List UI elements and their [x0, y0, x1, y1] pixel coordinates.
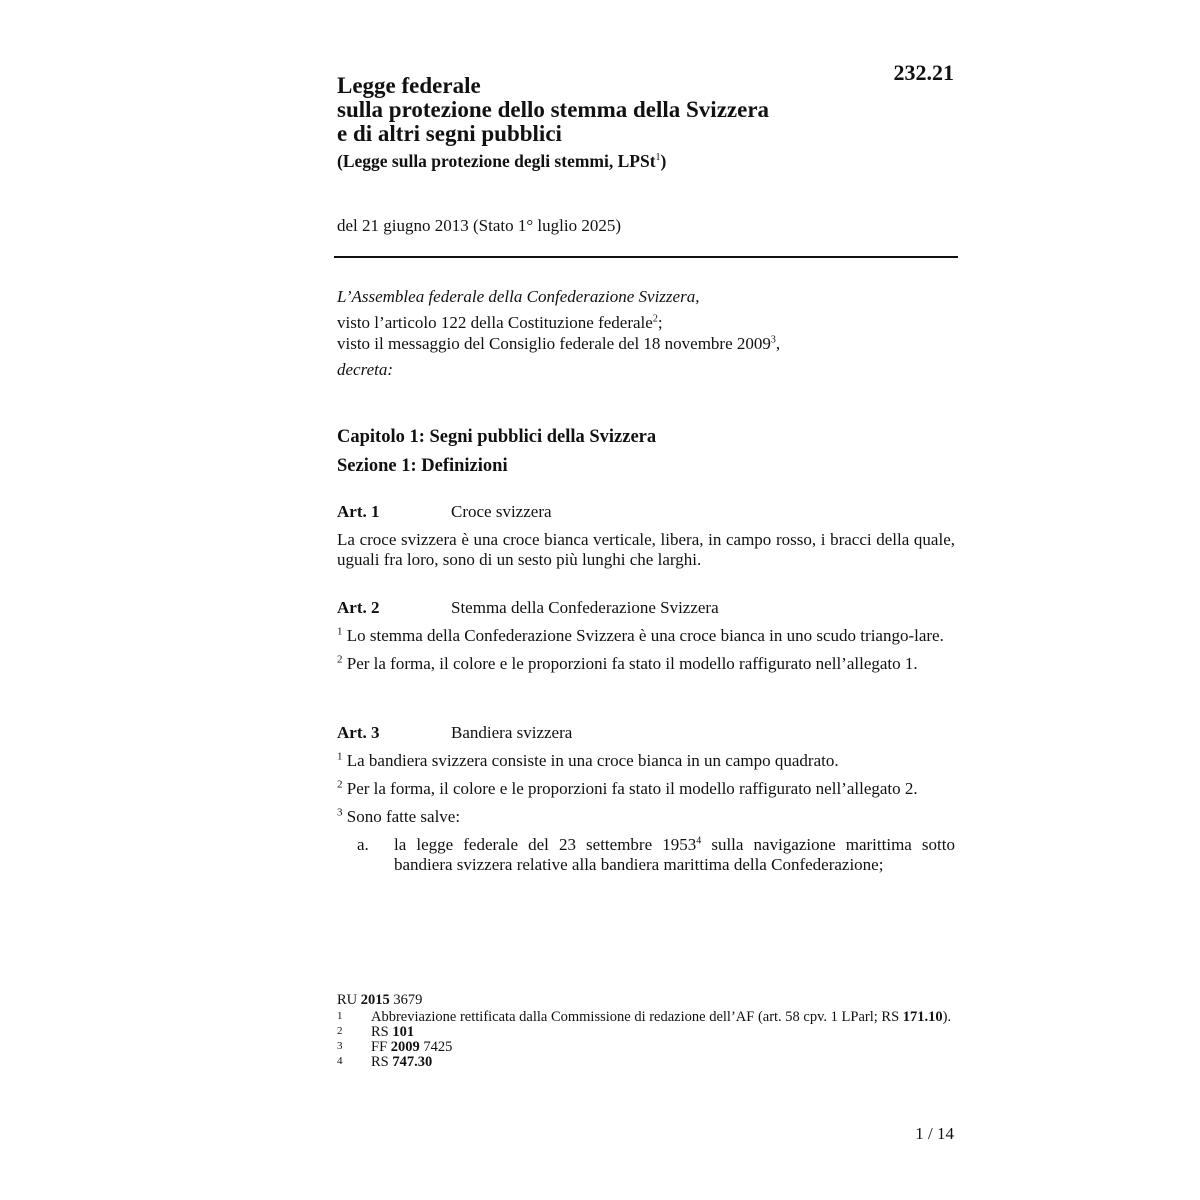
paragraph-text: Per la forma, il colore e le proporzioni fa stato il modello raffigurato nell’allegato 1. [346, 654, 918, 673]
preamble-visto-2-end: , [775, 334, 781, 353]
footnote-ref-number[interactable]: 101 [392, 1024, 415, 1040]
preamble-decreta: decreta: [337, 360, 394, 379]
page-number: 1 / 14 [915, 1124, 954, 1143]
footnote-2 [337, 1025, 957, 1040]
footnote-ref-4[interactable]: 4 [696, 835, 702, 847]
list-item-text-end: sulla navigazione marittima sotto bandiera svizzera relative alla bandiera marittima della Confederazione; [394, 835, 955, 874]
article-1-number: Art. 1 [337, 502, 380, 521]
paragraph-number: 3 [337, 806, 343, 819]
title-block [337, 74, 897, 172]
preamble [337, 286, 957, 380]
article-1-heading [337, 502, 955, 522]
footnote-ref-number[interactable]: 2009 [390, 1039, 420, 1055]
footnote-text [371, 1025, 957, 1040]
footnote-ref-number[interactable]: 747.30 [392, 1054, 433, 1070]
article-1-title: Croce svizzera [451, 502, 552, 521]
article-2-heading [337, 598, 955, 618]
footnote-text-end: ). [942, 1009, 952, 1025]
horizontal-rule [334, 256, 958, 258]
title-line-3: e di altri segni pubblici [337, 121, 562, 146]
footnote-text [371, 1055, 957, 1070]
short-title-text: (Legge sulla protezione degli stemmi, LPSt [337, 151, 656, 171]
footnote-number: 4 [337, 1055, 343, 1067]
footnote-4 [337, 1055, 957, 1070]
article-1-text: La croce svizzera è una croce bianca verticale, libera, in campo rosso, i bracci della quale, uguali fra loro, sono di un sesto più lunghi che larghi. [337, 530, 955, 569]
footnote-ref-3[interactable]: 3 [770, 334, 776, 346]
preamble-visto-1-text: visto l’articolo 122 della Costituzione federale [337, 313, 653, 332]
ru-year: 2015 [360, 992, 390, 1008]
footnote-text-start: Abbreviazione rettificata dalla Commissione di redazione dell’AF (art. 58 cpv. 1 LParl; RS [371, 1009, 903, 1025]
footnote-text [371, 1010, 957, 1025]
preamble-visto-2-text: visto il messaggio del Consiglio federale del 18 novembre 2009 [337, 334, 771, 353]
ru-page: 3679 [389, 992, 423, 1008]
date-line: del 21 giugno 2013 (Stato 1° luglio 2025) [337, 216, 621, 235]
footnote-ref-1[interactable]: 1 [655, 152, 661, 164]
list-item-label: a. [357, 835, 369, 854]
article-3-paragraph-3 [337, 807, 955, 827]
footnote-text-start: RS [371, 1054, 393, 1070]
short-title [337, 150, 897, 172]
paragraph-number: 2 [337, 778, 343, 791]
paragraph-number: 1 [337, 625, 343, 638]
chapter-heading-block [337, 423, 656, 481]
article-2-number: Art. 2 [337, 598, 380, 617]
footnote-number: 1 [337, 1010, 343, 1022]
section-title: Sezione 1: Definizioni [337, 456, 508, 476]
ru-reference [337, 993, 957, 1008]
article-3-number: Art. 3 [337, 723, 380, 742]
article-3 [337, 723, 955, 875]
article-2 [337, 598, 955, 682]
paragraph-text: Sono fatte salve: [346, 807, 461, 826]
footnote-ref-number[interactable]: 171.10 [902, 1009, 943, 1025]
article-3-paragraph-1 [337, 751, 955, 771]
preamble-visto-1 [337, 312, 957, 333]
footnote-text-start: FF [371, 1039, 391, 1055]
footnote-text-end: 7425 [419, 1039, 453, 1055]
title-line-1: Legge federale [337, 73, 481, 98]
footnote-ref-2[interactable]: 2 [652, 313, 658, 325]
article-2-paragraph-1 [337, 626, 955, 646]
footnote-number: 2 [337, 1025, 343, 1037]
footnote-text [371, 1040, 957, 1055]
footnote-1 [337, 1010, 957, 1025]
paragraph-number: 2 [337, 653, 343, 666]
paragraph-text: La bandiera svizzera consiste in una croce bianca in un campo quadrato. [346, 751, 839, 770]
footnote-number: 3 [337, 1040, 343, 1052]
paragraph-text: Lo stemma della Confederazione Svizzera è una croce bianca in uno scudo triango-lare. [346, 626, 944, 645]
list-item [357, 835, 955, 875]
list-item-text [394, 835, 955, 875]
ru-prefix: RU [337, 992, 361, 1008]
article-2-title: Stemma della Confederazione Svizzera [451, 598, 719, 617]
preamble-assembly: L’Assemblea federale della Confederazione Svizzera, [337, 287, 700, 306]
title-line-2: sulla protezione dello stemma della Svizzera [337, 97, 770, 122]
preamble-visto-2 [337, 333, 957, 354]
footnote-text-start: RS [371, 1024, 393, 1040]
article-3-title: Bandiera svizzera [451, 723, 573, 742]
footnotes [337, 993, 957, 1070]
article-2-paragraph-2 [337, 654, 955, 674]
paragraph-text: Per la forma, il colore e le proporzioni fa stato il modello raffigurato nell’allegato 2. [346, 779, 918, 798]
preamble-visto-1-end: ; [657, 313, 663, 332]
chapter-title: Capitolo 1: Segni pubblici della Svizzera [337, 427, 657, 447]
sr-number: 232.21 [893, 60, 954, 85]
article-1 [337, 502, 955, 578]
article-3-heading [337, 723, 955, 743]
footnote-3 [337, 1040, 957, 1055]
article-3-paragraph-2 [337, 779, 955, 799]
paragraph-number: 1 [337, 750, 343, 763]
list-item-text-start: la legge federale del 23 settembre 1953 [394, 835, 697, 854]
short-title-end: ) [660, 151, 667, 171]
